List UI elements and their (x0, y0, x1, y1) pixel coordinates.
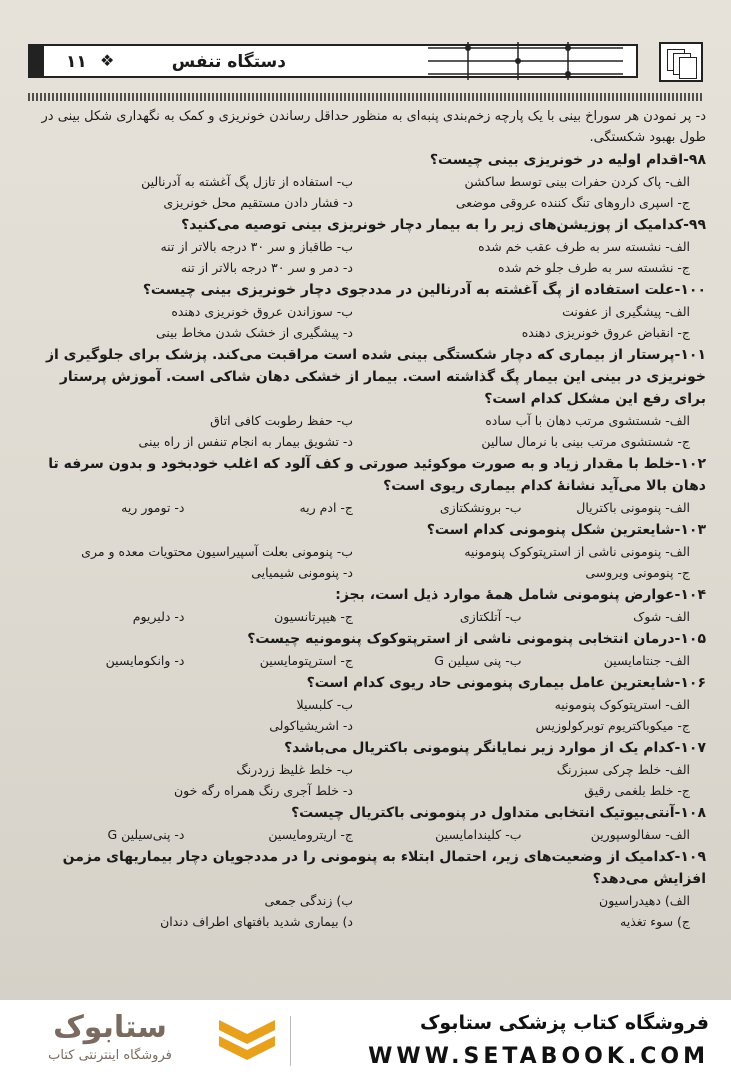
option-c: ج- شستشوی مرتب بینی با نرمال سالین (481, 434, 690, 449)
star-icon: ❖ (100, 51, 115, 70)
option-c: ج- هیپرتانسیون (274, 609, 353, 624)
options (26, 890, 706, 932)
footer-divider (290, 1016, 291, 1066)
option-c: ج- نشسته سر به طرف جلو خم شده (498, 260, 690, 275)
option-a: الف- خلط چرکی سبزرنگ (556, 762, 690, 777)
options (26, 497, 706, 518)
option-d: د- تومور ریه (121, 500, 185, 515)
question-105 (26, 628, 706, 671)
option-d: د- دمر و سر ۳۰ درجه بالاتر از تنه (180, 260, 353, 275)
option-d: د- پنومونی شیمیایی (251, 565, 353, 580)
option-a: الف- استرپتوکوک پنومونیه (554, 697, 690, 712)
store-logo-text: ستابوک (53, 1010, 167, 1045)
continuation-text: د- پر نمودن هر سوراخ بینی با یک پارچه زخم‌بندی پنبه‌ای به منظور حداقل رساندن خونریزی و کمک به نگهداری شکل بینی در طول بهبود شکستگی. (41, 109, 706, 145)
options (26, 301, 706, 343)
question-98 (26, 149, 706, 213)
question-101 (26, 344, 706, 452)
chapter-title: دستگاه تنفس (171, 52, 286, 72)
options (26, 606, 706, 627)
question-text: ۹۸-اقدام اولیه در خونریزی بینی چیست؟ (429, 152, 706, 168)
option-d: د- فشار دادن مستقیم محل خونریزی (163, 195, 353, 210)
option-a: الف- نشسته سر به طرف عقب خم شده (478, 239, 690, 254)
option-c: ج- استرپتومایسین (259, 653, 353, 668)
option-a: الف- پنومونی باکتریال (576, 500, 690, 515)
option-d: د- وانکومایسین (105, 653, 185, 668)
question-text: ۱۰۸-آنتی‌بیوتیک انتخابی متداول در پنومونی باکتریال چیست؟ (291, 805, 706, 821)
option-b: ب- طاقباز و سر ۳۰ درجه بالاتر از تنه (160, 239, 353, 254)
options (26, 694, 706, 736)
option-a: الف- پاک کردن حفرات بینی توسط ساکشن (464, 174, 690, 189)
option-a: الف- شستشوی مرتب دهان با آب ساده (485, 413, 690, 428)
option-c: ج- ادم ریه (299, 500, 353, 515)
option-b: ب- کلبسیلا (296, 697, 353, 712)
question-107 (26, 737, 706, 801)
option-a: الف- پنومونی ناشی از استرپتوکوک پنومونیه (464, 544, 690, 559)
question-108 (26, 802, 706, 845)
question-102 (26, 453, 706, 518)
option-b: ب- پنی سیلین G (434, 653, 522, 668)
question-100 (26, 279, 706, 343)
question-104 (26, 584, 706, 627)
option-d: د- پیشگیری از خشک شدن مخاط بینی (155, 325, 353, 340)
option-d: د- پنی‌سیلین G (107, 827, 185, 842)
option-a: الف- سفالوسپورین (590, 827, 690, 842)
circuit-decoration-icon (408, 38, 628, 84)
option-d: د- خلط آجری رنگ همراه رگه خون (173, 783, 353, 798)
option-c: ج- انقباض عروق خونریزی دهنده (521, 325, 690, 340)
question-text: ۱۰۵-درمان انتخابی پنومونی ناشی از استرپتوکوک پنومونیه چیست؟ (247, 631, 706, 647)
option-b: ب) زندگی جمعی (264, 893, 353, 908)
store-name: فروشگاه کتاب پزشکی ستابوک (419, 1012, 709, 1034)
options (26, 824, 706, 845)
option-b: ب- سوزاندن عروق خونریزی دهنده (171, 304, 353, 319)
options (26, 541, 706, 583)
option-b: ب- آتلکتازی (459, 609, 522, 624)
question-text: ۱۰۰-علت استفاده از پگ آغشته به آدرنالین در مددجوی دچار خونریزی بینی چیست؟ (142, 282, 706, 298)
option-c: ج- اسپری داروهای تنگ کننده عروقی موضعی (455, 195, 690, 210)
question-text: ۱۰۳-شایعترین شکل پنومونی کدام است؟ (426, 522, 706, 538)
option-c: ج) سوء تغذیه (620, 914, 690, 929)
questions-content (26, 106, 706, 932)
question-text: ۱۰۲-خلط با مقدار زیاد و به صورت موکوئید صورتی و کف آلود که اغلب خودبخود و بدون سرفه تا دهان بالا می‌آید نشانهٔ کدام بیماری ریوی است؟ (48, 456, 706, 494)
option-c: ج- اریترومایسین (268, 827, 353, 842)
question-106 (26, 672, 706, 736)
option-d: د- اشریشیاکولی (269, 718, 353, 733)
question-text: ۹۹-کدامیک از پوزیشن‌های زیر را به بیمار دچار خونریزی بینی توصیه می‌کنید؟ (181, 217, 706, 233)
option-b: ب- کلیندامایسین (435, 827, 522, 842)
question-103 (26, 519, 706, 583)
question-text: ۱۰۹-کدامیک از وضعیت‌های زیر، احتمال ابتلاء به پنومونی را در مددجویان دچار بیماریهای مزمن افزایش می‌دهد؟ (62, 849, 706, 887)
options (26, 650, 706, 671)
store-footer-banner (0, 1000, 731, 1080)
option-d: د- تشویق بیمار به انجام تنفس از راه بینی (138, 434, 353, 449)
title-left-bar (30, 46, 44, 76)
option-b: ب- خلط غلیظ زردرنگ (236, 762, 353, 777)
page-number: ۱۱ (66, 52, 87, 72)
options (26, 171, 706, 213)
options (26, 410, 706, 452)
question-99 (26, 214, 706, 278)
options (26, 759, 706, 801)
option-b: ب- پنومونی بعلت آسپیراسیون محتویات معده و مری (81, 544, 353, 559)
question-text: ۱۰۷-کدام یک از موارد زیر نمایانگر پنومونی باکتریال می‌باشد؟ (284, 740, 706, 756)
hatch-divider (28, 93, 703, 101)
documents-icon (659, 42, 703, 82)
options (26, 236, 706, 278)
option-a: الف- جنتامایسین (603, 653, 690, 668)
question-text: ۱۰۱-پرستار از بیماری که دچار شکستگی بینی شده است مراقبت می‌کند. پزشک برای جلوگیری از خونریزی در بینی این بیمار پگ گذاشته است. بیمار از خشکی دهان شاکی است. آموزش پرستار برای رفع این مشکل کدام است؟ (45, 347, 706, 407)
chapter-header (28, 38, 703, 84)
option-a: الف) دهیدراسیون (599, 893, 690, 908)
option-a: الف- پیشگیری از عفونت (562, 304, 690, 319)
option-c: ج- میکوباکتریوم توبرکولوزیس (535, 718, 690, 733)
option-d: د- دلیریوم (132, 609, 185, 624)
option-b: ب- برونشکتازی (439, 500, 522, 515)
option-a: الف- شوک (633, 609, 690, 624)
option-c: ج- پنومونی ویروسی (585, 565, 690, 580)
store-url-link[interactable]: WWW.SETABOOK.COM (368, 1044, 709, 1069)
option-c: ج- خلط بلغمی رقیق (584, 783, 690, 798)
store-logo-icon (215, 1014, 279, 1068)
question-109 (26, 846, 706, 932)
option-d: د) بیماری شدید بافتهای اطراف دندان (160, 914, 353, 929)
option-b: ب- استفاده از تازل پگ آغشته به آدرنالین (141, 174, 353, 189)
question-text: ۱۰۴-عوارض پنومونی شامل همهٔ موارد ذیل است، بجز: (335, 587, 706, 603)
store-logo-subtitle: فروشگاه اینترنتی کتاب (48, 1048, 172, 1063)
question-text: ۱۰۶-شایعترین عامل بیماری پنومونی حاد ریوی کدام است؟ (306, 675, 706, 691)
option-b: ب- حفظ رطوبت کافی اتاق (210, 413, 353, 428)
